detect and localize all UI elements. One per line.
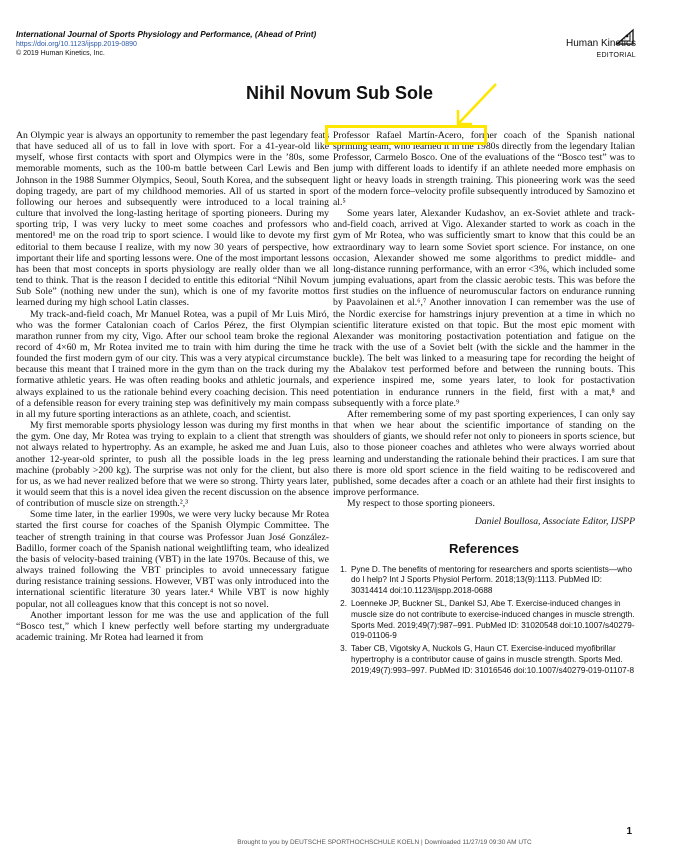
journal-name: International Journal of Sports Physiology and Performance, (Ahead of Print) bbox=[16, 30, 317, 39]
references-heading: References bbox=[448, 541, 520, 557]
journal-header bbox=[16, 30, 636, 58]
download-footer: Brought to you by DEUTSCHE SPORTHOCHSCHULE KOELN | Downloaded 11/27/19 09:30 AM UTC bbox=[237, 839, 532, 846]
arrow-annotation-icon bbox=[450, 80, 500, 130]
reference-number: 3. bbox=[340, 644, 347, 654]
paragraph: Professor Rafael Martín-Acero, former coach of the Spanish national sprinting team, who learned it in the 1980s directly from the legendary Italian Professor, Carmelo Bosco. One of the evaluations of the “Bosco test” was to jump with different loads to identify if an athlete needed more emphasis on light or heavy loads in strength training. This pioneering work was the seed of the modern force–velocity profile subsequently introduced by Samozino et al.⁵ bbox=[333, 130, 635, 208]
paragraph: Another important lesson for me was the use and application of the full “Bosco test,” which I knew perfectly well before starting my undergraduate academic training. Mr Rotea had learned it from bbox=[16, 609, 329, 644]
signature: Daniel Boullosa, Associate Editor, IJSPP bbox=[474, 516, 635, 528]
paragraph: My respect to those sporting pioneers. bbox=[347, 498, 495, 510]
paragraph: An Olympic year is always an opportunity to remember the past legendary feats that have seduced all of us to fall in love with sport. For a 41-year-old like myself, whose first contacts with sport and Olympics were in the ’80s, some memorable moments, such as the 100-m battle between Carl Lewis and Ben Johnson in the 1988 Summer Olympics, Seoul, South Korea, and the subsequent doping tragedy, are part of my childhood memories. All of us started in sport following our heroes and subsequently were introduced to a local training culture that involved the long-lasting heritage of sporting pioneers. During my sporting trip, I was very lucky to meet some coaches and professors who mentored¹ me on the road trip to sport science. I would like to devote my first editorial to them because I realize, with my now 30 years of perspective, how important their life and sporting lessons were. One of the most important lessons has been that most concepts in sports physiology are really older than we all tend to think. That is the reason I decided to entitle this editorial “Nihil Novum Sub Sole” (nothing new under the sun), which is one of my favorite mottos learned during my high school Latin classes. bbox=[16, 130, 329, 309]
copyright: © 2019 Human Kinetics, Inc. bbox=[16, 50, 105, 57]
reference-number: 1. bbox=[340, 564, 347, 574]
paragraph: My first memorable sports physiology lesson was during my first months in the gym. One day, Mr Rotea was trying to explain to a client that strength was not always related to hypertrophy. As an example, he asked me and Juan Luis, another 12-year-old sprinter, to push all the possible loads in the leg press machine (probably >200 kg). The surprise was not only for the client, but also for us, as we had never realized before that we were so strong. Thirty years later, it would seem that this is a novel idea given the recent discussion on the absence of contribution of muscle size on strength.²,³ bbox=[16, 420, 329, 510]
doi-link[interactable]: https://doi.org/10.1123/ijspp.2019-0890 bbox=[16, 41, 137, 48]
page-number: 1 bbox=[626, 826, 632, 837]
publisher-name: Human Kinetics bbox=[565, 38, 636, 49]
paragraph: After remembering some of my past sporting experiences, I can only say that when we hear about the scientific importance of standing on the shoulders of giants, we should refer not only to pioneers in sports science, but also to those pioneer coaches and athletes who were always worried about learning and understanding the rationale behind their practices. I am sure that there is more old sport science in the field waiting to be rediscovered and published, some decades after a coach or an athlete had their first insights to improve performance. bbox=[333, 408, 635, 498]
article-title: Nihil Novum Sub Sole bbox=[245, 83, 433, 103]
left-column bbox=[16, 130, 329, 643]
reference-text[interactable]: Taber CB, Vigotsky A, Nuckols G, Haun CT. Exercise-induced myofibrillar hypertrophy is a contributor cause of gains in muscle strength. Sports Med. 2019;49(7):993–997. PubMed ID: 31016546 doi:10.1007/s40279-019-01107-8 bbox=[351, 644, 634, 675]
reference-item bbox=[333, 644, 635, 676]
highlight-box bbox=[325, 125, 487, 145]
reference-text[interactable]: Pyne D. The benefits of mentoring for researchers and sports scientists—who do I help? Int J Sports Physiol Perform. 2018;13(9):1113. PubMed ID: 30314414 doi:10.1123/ijspp.2018-0688 bbox=[351, 564, 633, 596]
paragraph: Some time later, in the earlier 1990s, we were very lucky because Mr Rotea started the first course for coaches of the Spanish Olympic Committee. The teacher of strength training in that course was Professor Juan José González-Badillo, former coach of the Spanish national weightlifting team, who idealized the basis of velocity-based training (VBT) in the late 1970s. Because of this, we always trained following the VBT principles to avoid unnecessary fatigue during resistance training sessions. However, VBT was only introduced into the international scientific literature 30 years later.⁴ While VBT is now highly popular, not all colleagues know that this concept is not so novel. bbox=[16, 509, 329, 610]
section-label: EDITORIAL bbox=[596, 52, 636, 59]
reference-number: 2. bbox=[340, 599, 347, 609]
reference-item bbox=[333, 599, 635, 642]
paragraph: My track-and-field coach, Mr Manuel Rotea, was a pupil of Mr Luis Miró, who was the former Catalonian coach of Carlos Pérez, the first Olympian marathon runner from my city, Vigo. After our school team broke the regional record of 4×60 m, Mr Rotea invited me to train with him during the time he founded the first modern gym of our city. This was a very atypical circumstance because this meant that I trained more in the gym than on the track during my formative athletic years. He was often reading books and athletic journals, and always explained to us the rationale behind every coaching decision. This need of a defensible reason for every training step was definitively my main compass in all my future sporting interactions as an athlete, coach, and scientist. bbox=[16, 308, 329, 420]
references-list bbox=[333, 565, 635, 677]
paragraph: Some years later, Alexander Kudashov, an ex-Soviet athlete and track-and-field coach, arrived at Vigo. Alexander started to work as coach in the gym of Mr Rotea, who was sufficiently smart to know that this could be an extraordinary way to learn some Soviet sport science. For instance, on one occasion, Alexander showed me some algorithms to predict middle- and long-distance running performance, with an error <3%, which included some jumping evaluations, apart from the classic aerobic tests. This was before the first studies on the influence of neuromuscular factors on endurance running by Paavolainen et al.⁶,⁷ Another innovation I can remember was the use of the Nordic exercise for hamstrings injury prevention at a time in which no scientific literature existed on that topic. But the most epic moment with Alexander was monitoring postactivation potentiation and fatigue on the track with the use of a Soviet belt (with the sickle and the hammer in the buckle). The belt was linked to a measuring tape for recording the height of the Abalakov test performed before and between the running bouts. This experience inspired me, some years later, to look for postactivation potentiation in endurance runners in the field, first with a mat,⁸ and subsequently with a force plate.⁹ bbox=[333, 208, 635, 409]
reference-text[interactable]: Loenneke JP, Buckner SL, Dankel SJ, Abe T. Exercise-induced changes in muscle size do not contribute to exercise-induced changes in muscle strength. Sports Med. 2019;49(7):987–991. PubMed ID: 31020548 doi:10.1007/s40279-019-01106-9 bbox=[351, 599, 635, 641]
right-column bbox=[333, 130, 635, 679]
reference-item bbox=[333, 565, 635, 597]
